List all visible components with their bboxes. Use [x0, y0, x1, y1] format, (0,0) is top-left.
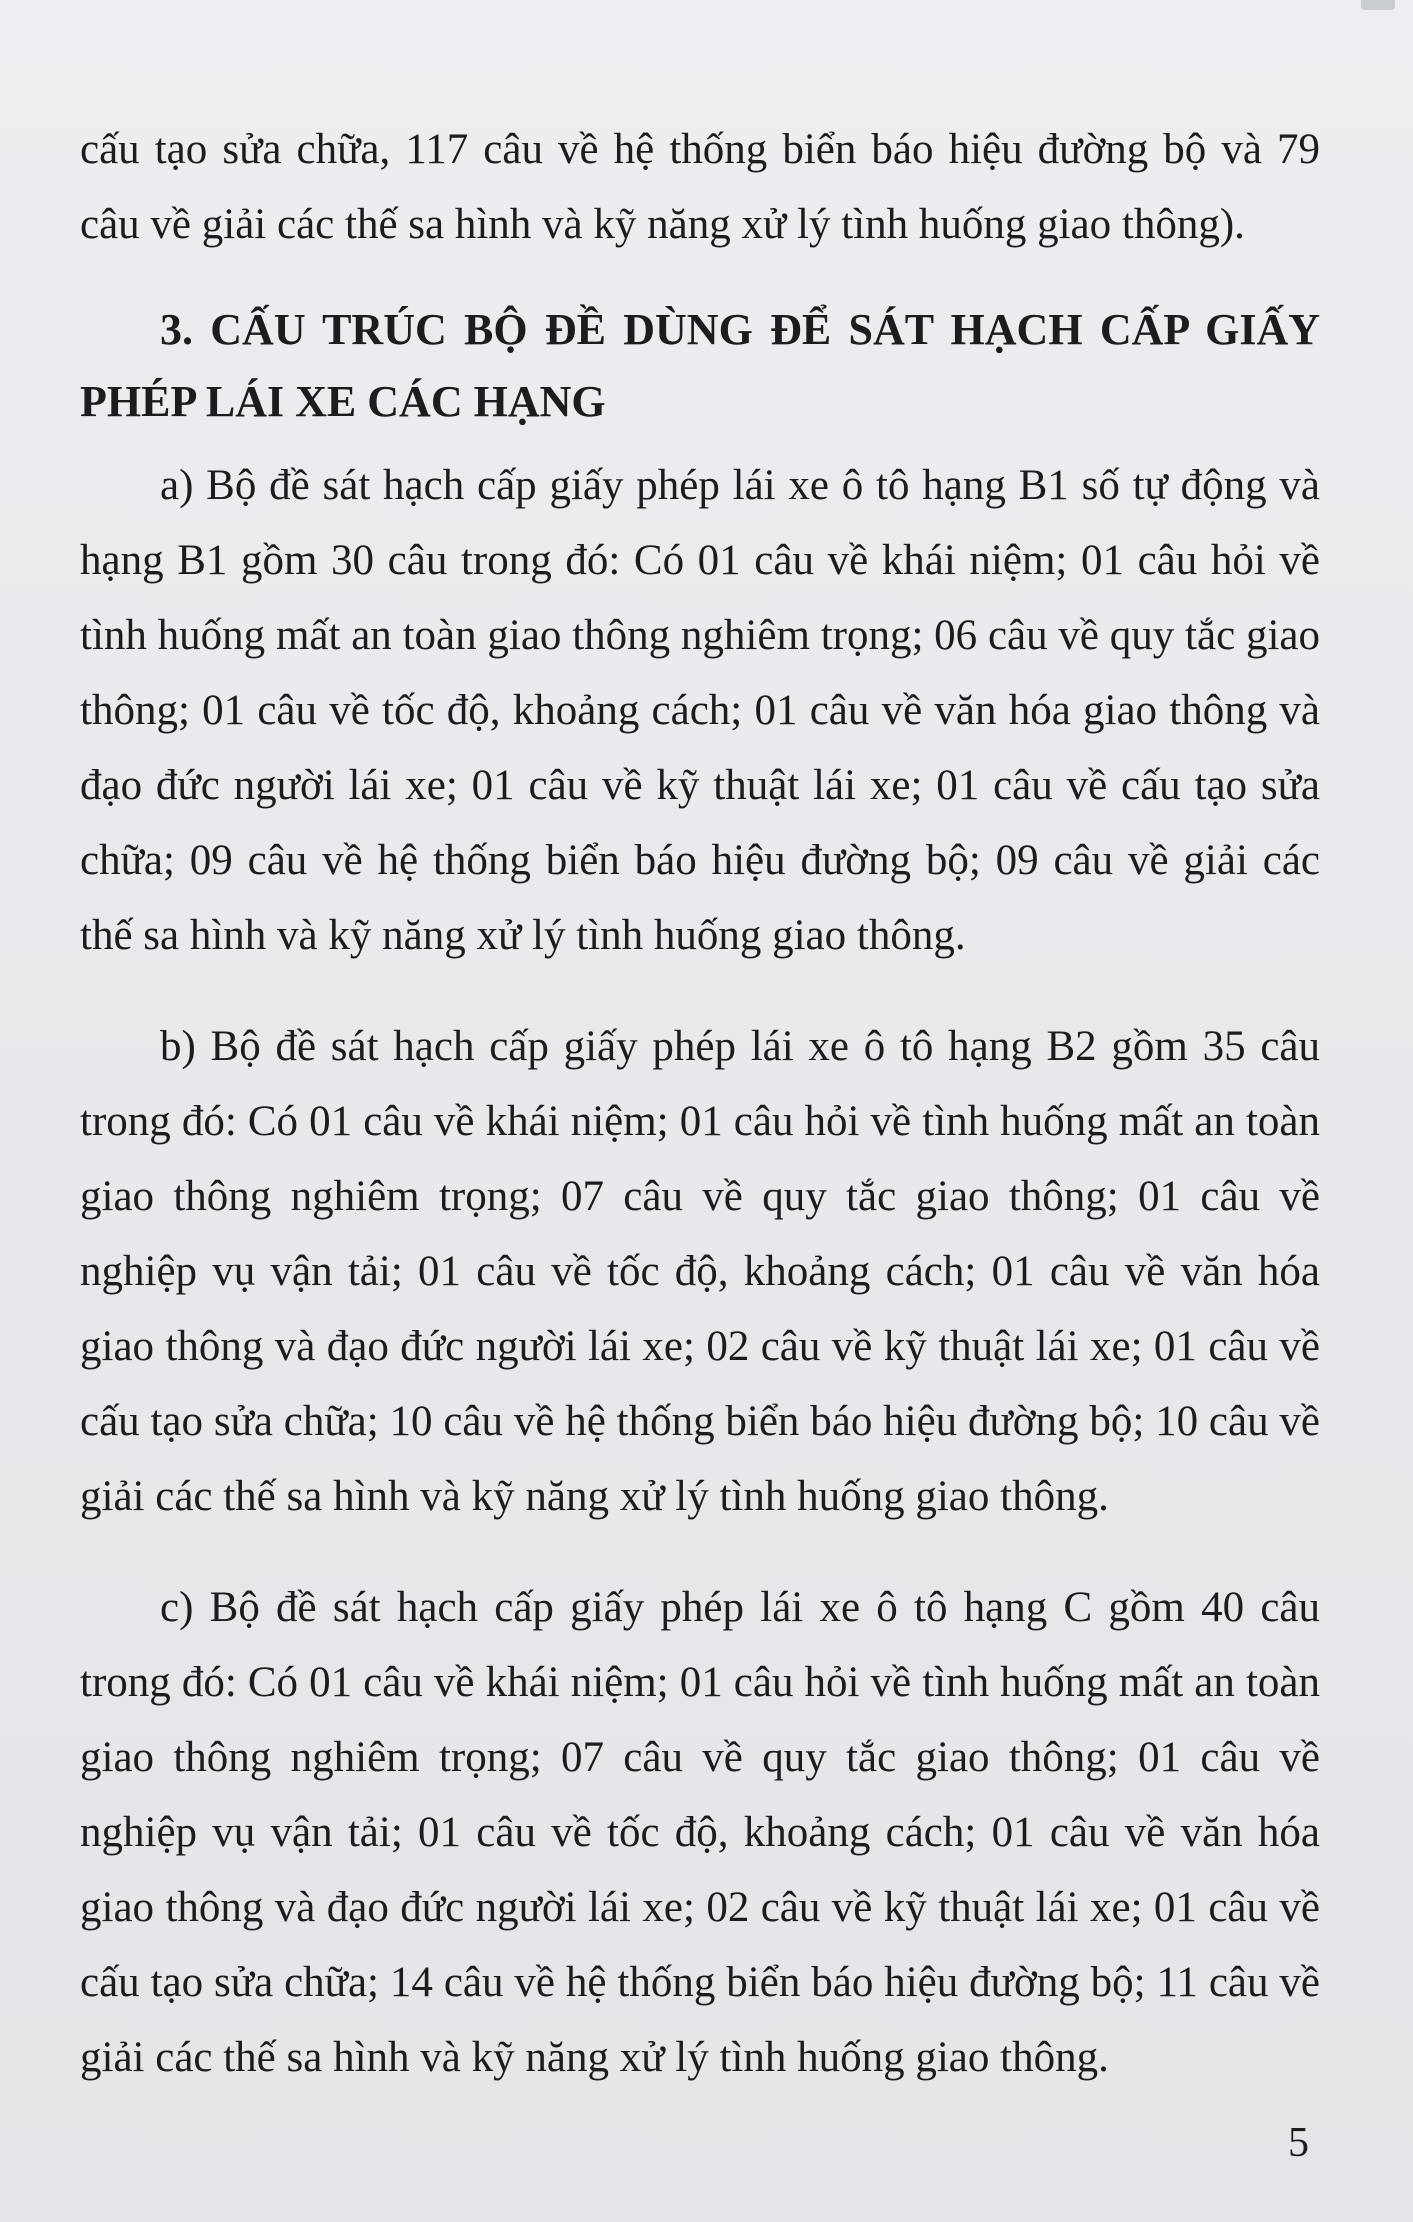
section-heading: 3. CẤU TRÚC BỘ ĐỀ DÙNG ĐỂ SÁT HẠCH CẤP GIẤY PHÉP LÁI XE CÁC HẠNG: [80, 305, 1320, 426]
paragraph-b: b) Bộ đề sát hạch cấp giấy phép lái xe ô tô hạng B2 gồm 35 câu trong đó: Có 01 câu về khái niệm; 01 câu hỏi về tình huống mất an toàn giao thông nghiêm trọng; 07 câu về quy tắc giao thông; 01 câu về nghiệp vụ vận tải; 01 câu về tốc độ, khoảng cách; 01 câu về văn hóa giao thông và đạo đức người lái xe; 02 câu về kỹ thuật lái xe; 01 câu về cấu tạo sửa chữa; 10 câu về hệ thống biển báo hiệu đường bộ; 10 câu về giải các thế sa hình và kỹ năng xử lý tình huống giao thông.: [80, 1023, 1320, 1520]
intro-continuation: cấu tạo sửa chữa, 117 câu về hệ thống biển báo hiệu đường bộ và 79 câu về giải các thế sa hình và kỹ năng xử lý tình huống giao thông).: [80, 126, 1320, 248]
page-number: 5: [1288, 2120, 1309, 2166]
paragraph-a: a) Bộ đề sát hạch cấp giấy phép lái xe ô tô hạng B1 số tự động và hạng B1 gồm 30 câu trong đó: Có 01 câu về khái niệm; 01 câu hỏi về tình huống mất an toàn giao thông nghiêm trọng; 06 câu về quy tắc giao thông; 01 câu về tốc độ, khoảng cách; 01 câu về văn hóa giao thông và đạo đức người lái xe; 01 câu về kỹ thuật lái xe; 01 câu về cấu tạo sửa chữa; 09 câu về hệ thống biển báo hiệu đường bộ; 09 câu về giải các thế sa hình và kỹ năng xử lý tình huống giao thông.: [80, 462, 1320, 959]
paragraph-c: c) Bộ đề sát hạch cấp giấy phép lái xe ô tô hạng C gồm 40 câu trong đó: Có 01 câu về khái niệm; 01 câu hỏi về tình huống mất an toàn giao thông nghiêm trọng; 07 câu về quy tắc giao thông; 01 câu về nghiệp vụ vận tải; 01 câu về tốc độ, khoảng cách; 01 câu về văn hóa giao thông và đạo đức người lái xe; 02 câu về kỹ thuật lái xe; 01 câu về cấu tạo sửa chữa; 14 câu về hệ thống biển báo hiệu đường bộ; 11 câu về giải các thế sa hình và kỹ năng xử lý tình huống giao thông.: [80, 1584, 1320, 2081]
page-edge-mark: [1361, 0, 1395, 10]
page-body: [80, 112, 1320, 2095]
